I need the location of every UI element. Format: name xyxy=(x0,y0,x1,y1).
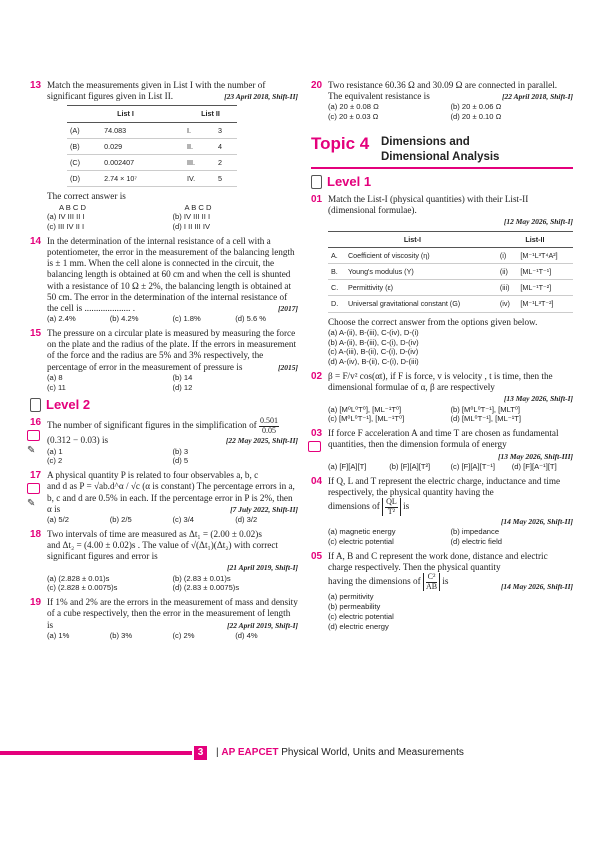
table-cell: 2 xyxy=(215,155,237,171)
pin-icon: ✎ xyxy=(27,445,36,457)
table-cell: [ML⁻¹T⁻¹] xyxy=(517,264,573,280)
footer-brand: AP EAPCET xyxy=(221,747,279,758)
left-column xyxy=(27,80,298,645)
option[interactable]: (b) 4.2% xyxy=(109,314,139,324)
level-title: Level 1 xyxy=(327,174,372,189)
question-text: The pressure on a circular plate is measured by measuring the force on the plate and the radius of the plate. If the errors in measurement of the force and the radius are 5% and 3% respectively, the percentage of error in the measurement of pressure is xyxy=(47,327,296,372)
table-cell: I. xyxy=(184,122,215,138)
option[interactable]: (b) IV III II I xyxy=(172,212,211,222)
option[interactable]: (c) electric potential xyxy=(328,612,394,622)
question-19 xyxy=(30,597,298,640)
fraction xyxy=(259,417,279,435)
question-02 xyxy=(311,371,573,424)
question-number: 20 xyxy=(311,80,323,91)
question-01 xyxy=(311,194,573,367)
table-header: List I xyxy=(67,106,184,122)
table-cell: 74.083 xyxy=(101,122,184,138)
table-row xyxy=(67,122,237,138)
page-footer xyxy=(0,746,600,762)
option[interactable]: (a) 1 xyxy=(47,446,63,456)
table-cell: (iv) xyxy=(497,296,518,312)
numerator: QL xyxy=(386,497,397,507)
table-cell: (C) xyxy=(67,155,101,171)
option[interactable]: (a) 2.4% xyxy=(47,314,76,324)
option[interactable]: (a) (2.828 ± 0.01)s xyxy=(47,573,110,583)
option[interactable]: (a) A-(ii), B-(iii), C-(iv), D-(i) xyxy=(328,327,419,337)
question-03 xyxy=(311,428,573,471)
level-1-heading xyxy=(311,174,573,190)
question-source: [2015] xyxy=(278,362,298,372)
options xyxy=(328,102,573,122)
question-source: [2017] xyxy=(278,303,298,313)
options xyxy=(328,527,573,547)
option[interactable]: (d) 5 xyxy=(172,456,189,466)
table-cell: 0.029 xyxy=(101,138,184,154)
options xyxy=(47,314,298,324)
abcd-header xyxy=(47,203,298,213)
table-row xyxy=(328,280,573,296)
denominator: T² xyxy=(387,506,396,516)
question-source: [22 April 2018, Shift-I] xyxy=(502,92,573,102)
question-number: 01 xyxy=(311,194,323,205)
dimension-label: having the dimensions of xyxy=(328,576,421,587)
question-source: [12 May 2026, Shift-I] xyxy=(503,217,573,227)
option[interactable]: (c) 3/4 xyxy=(172,514,195,524)
table-row xyxy=(67,171,237,187)
table-cell: III. xyxy=(184,155,215,171)
table-cell: 2.74 × 10⁷ xyxy=(101,171,184,187)
table-cell: (i) xyxy=(497,247,518,263)
question-prompt: Choose the correct answer from the options given below. xyxy=(328,316,538,327)
table-row xyxy=(67,138,237,154)
table-cell: Young's modulus (Y) xyxy=(345,264,497,280)
match-table xyxy=(328,231,573,313)
question-text: If 1% and 2% are the errors in the measurement of mass and density of a cube respectively, then the error in the measurement of length is xyxy=(47,597,298,630)
table-row xyxy=(328,296,573,312)
dimension-bracket xyxy=(423,573,440,591)
option[interactable]: (c) 11 xyxy=(47,382,66,392)
option[interactable]: (d) A-(iv), B-(ii), C-(i), D-(iii) xyxy=(328,357,419,367)
topic-heading xyxy=(311,130,573,168)
option[interactable]: (c) 2% xyxy=(172,630,195,640)
question-18 xyxy=(30,529,298,593)
dimension-line xyxy=(328,498,573,516)
dimension-line xyxy=(328,573,573,591)
question-number: 16 xyxy=(30,417,42,429)
question-text: Match the measurements given in List I with the number of significant figures given in List II. xyxy=(47,80,266,102)
option[interactable]: (b) 3% xyxy=(109,630,133,640)
option[interactable]: (d) [ML⁰T⁻¹], [ML⁻¹T] xyxy=(450,414,522,424)
question-number: 04 xyxy=(311,475,323,487)
question-14 xyxy=(30,236,298,324)
option[interactable]: (b) A-(ii), B-(iii), C-(i), D-(iv) xyxy=(328,337,419,347)
question-text: Two intervals of time are measured as Δt₁ = (2.00 ± 0.02)s xyxy=(47,528,262,539)
question-text: If Q, L and T represent the electric charge, inductance and time respectively, the physical quantity having the xyxy=(328,475,561,497)
table-cell: Universal gravitational constant (G) xyxy=(345,296,497,312)
topic-label: Topic 4 xyxy=(311,134,370,153)
option[interactable]: (d) electric field xyxy=(450,537,502,547)
topic-rule xyxy=(311,167,573,169)
option[interactable]: (b) permeability xyxy=(328,602,381,612)
option[interactable]: (d) 3/2 xyxy=(235,514,258,524)
option[interactable]: (c) 1.8% xyxy=(172,314,201,324)
page-number: 3 xyxy=(194,746,207,760)
question-source: [13 May 2026, Shift-III] xyxy=(497,451,573,461)
option[interactable]: (b) [F][A][T²] xyxy=(389,461,431,471)
question-15 xyxy=(30,328,298,392)
question-text: The number of significant figures in the simplification of xyxy=(47,420,257,431)
dimension-tail: is xyxy=(403,501,410,512)
question-text: If A, B and C represent the work done, distance and electric charge respectively. Then the physical quantity xyxy=(328,550,548,573)
table-cell: (B) xyxy=(67,138,101,154)
option[interactable]: (d) [F][A⁻¹][T] xyxy=(511,461,557,471)
footer-title xyxy=(216,747,464,758)
option[interactable]: (b) (2.83 ± 0.01)s xyxy=(172,573,231,583)
question-text: If force F acceleration A and time T are chosen as fundamental quantities, then the dimension formula of energy xyxy=(328,428,559,450)
table-header: List II xyxy=(184,106,237,122)
table-cell: (ii) xyxy=(497,264,518,280)
option[interactable]: (b) 20 ± 0.06 Ω xyxy=(450,102,502,112)
question-source: [7 July 2022, Shift-II] xyxy=(230,504,298,514)
table-header: List-I xyxy=(328,231,497,247)
repeat-icon xyxy=(27,430,40,441)
option[interactable]: (d) (2.83 ± 0.0075)s xyxy=(172,583,240,593)
question-16 xyxy=(27,416,298,466)
fraction xyxy=(426,573,437,591)
footer-separator: | xyxy=(216,747,219,758)
option[interactable]: (c) 2 xyxy=(47,456,63,466)
question-number: 14 xyxy=(30,235,42,247)
option[interactable]: (c) (2.828 ± 0.0075)s xyxy=(47,583,118,593)
question-source: [21 April 2019, Shift-I] xyxy=(227,563,298,573)
marker-icons xyxy=(308,441,320,457)
right-column xyxy=(311,80,573,636)
options xyxy=(47,631,298,641)
pin-icon: ✎ xyxy=(27,498,36,510)
question-number: 02 xyxy=(311,371,323,383)
question-number: 13 xyxy=(30,80,42,91)
question-20 xyxy=(311,80,573,122)
numerator: 0.501 xyxy=(260,416,279,426)
question-source: [13 May 2026, Shift-I] xyxy=(503,394,573,404)
option[interactable]: (b) impedance xyxy=(450,527,500,537)
table-cell: [M⁻¹L³T⁻²] xyxy=(517,296,573,312)
marker-icons xyxy=(27,483,39,509)
options xyxy=(47,515,298,525)
battery-icon xyxy=(311,175,322,189)
table-cell: IV. xyxy=(184,171,215,187)
table-row xyxy=(328,247,573,263)
table-cell: 5 xyxy=(215,171,237,187)
option[interactable]: (b) 3 xyxy=(172,446,189,456)
option[interactable]: (c) 20 ± 0.03 Ω xyxy=(328,112,379,122)
option[interactable]: (d) 20 ± 0.10 Ω xyxy=(450,112,502,122)
question-source: [14 May 2026, Shift-II] xyxy=(500,517,573,527)
options xyxy=(328,462,573,472)
numerator: C² xyxy=(427,572,436,582)
denominator: AB xyxy=(425,581,438,591)
table-cell: [ML⁻¹T⁻²] xyxy=(517,280,573,296)
question-number: 18 xyxy=(30,528,42,540)
question-source: [22 April 2019, Shift-I] xyxy=(227,620,298,630)
options xyxy=(47,447,298,467)
options xyxy=(328,405,573,425)
table-cell: B. xyxy=(328,264,345,280)
question-source: [22 May 2025, Shift-II] xyxy=(225,436,298,446)
table-cell: 0.002407 xyxy=(101,155,184,171)
question-text: Two resistance 60.36 Ω and 30.09 Ω are connected in parallel. The equivalent resistance is xyxy=(328,80,558,102)
question-05 xyxy=(311,551,573,632)
table-cell: [M⁻¹L³T⁴A²] xyxy=(517,247,573,263)
battery-icon xyxy=(30,398,41,412)
option[interactable]: (a) permitivity xyxy=(328,592,374,602)
question-text: and Δt₂ = (4.00 ± 0.02)s . The value of √(Δt₁)(Δt₂) with correct significant figures and error is xyxy=(47,539,278,562)
option[interactable]: (d) 5.6 % xyxy=(235,314,267,324)
fraction xyxy=(385,498,398,516)
table-header: List-II xyxy=(497,231,573,247)
question-text: In the determination of the internal resistance of a cell with a potentiometer, the error in the measurement of the balancing length is ± 1 mm. When the cell alone is connected in the circuit, the balancing length is obtained at 60 cm and when the cell is shunted with a resistance of 10 Ω ± 2%, the balancing length is obtained at 50 cm. The error in the determination of the internal resistance of the cell is .................... . xyxy=(47,235,295,313)
table-cell: A. xyxy=(328,247,345,263)
marker-icons xyxy=(27,430,39,456)
option[interactable]: (c) [F][A][T⁻¹] xyxy=(450,461,496,471)
option[interactable]: (c) [M⁰L⁰T⁻¹], [ML⁻¹T⁰] xyxy=(328,414,405,424)
option[interactable]: (c) electric potential xyxy=(328,537,394,547)
topic-title-line: Dimensions and xyxy=(381,136,470,148)
question-number: 05 xyxy=(311,550,323,562)
topic-title-line: Dimensional Analysis xyxy=(381,151,500,163)
table-cell: (iii) xyxy=(497,280,518,296)
table-cell: Coefficient of viscosity (η) xyxy=(345,247,497,263)
option[interactable]: (d) electric energy xyxy=(328,621,389,631)
table-cell: D. xyxy=(328,296,345,312)
dimension-bracket xyxy=(382,498,401,516)
option[interactable]: (a) 20 ± 0.08 Ω xyxy=(328,102,379,112)
option[interactable]: (a) IV III II I xyxy=(47,212,85,222)
question-number: 15 xyxy=(30,327,42,339)
dimension-tail: is xyxy=(442,576,449,587)
question-number: 19 xyxy=(30,597,42,609)
question-17 xyxy=(27,470,298,525)
topic-title xyxy=(381,135,499,165)
level-2-heading xyxy=(30,397,298,413)
expression: (0.312 − 0.03) is xyxy=(47,435,109,446)
dimension-label: dimensions of xyxy=(328,501,380,512)
question-text: and d as P = √ab.d^α / √c (α is constant) The percentage errors in a, b, c and d are 0.5% in each. If the percentage error in P is 2%, then α is xyxy=(47,481,295,514)
question-text: β = F/v² cos(αt), if F is force, v is velocity , t is time, then the dimensional formulae of α, β are respectively xyxy=(328,371,553,393)
abcd-label: A B C D xyxy=(59,202,87,212)
option[interactable]: (c) III IV II I xyxy=(47,221,85,231)
option[interactable]: (b) 2/5 xyxy=(109,514,132,524)
footer-subject: Physical World, Units and Measurements xyxy=(281,747,464,758)
denominator: 0.05 xyxy=(262,425,277,435)
repeat-icon xyxy=(27,483,40,494)
table-cell: 4 xyxy=(215,138,237,154)
option[interactable]: (a) 5/2 xyxy=(47,514,69,524)
options xyxy=(47,212,298,232)
question-number: 17 xyxy=(30,470,42,482)
option[interactable]: (b) 14 xyxy=(172,372,193,382)
option[interactable]: (a) magnetic energy xyxy=(328,527,396,537)
question-text: A physical quantity P is related to four observables a, b, c xyxy=(47,470,259,481)
options xyxy=(328,328,573,367)
option[interactable]: (b) [M⁰L⁰T⁻¹], [MLT⁰] xyxy=(450,404,521,414)
table-cell: C. xyxy=(328,280,345,296)
option[interactable]: (a) [M⁰L⁰T⁰], [ML⁻¹T⁰] xyxy=(328,404,402,414)
table-cell: 3 xyxy=(215,122,237,138)
question-13 xyxy=(30,80,298,232)
table-cell: (D) xyxy=(67,171,101,187)
options xyxy=(47,373,298,393)
match-table xyxy=(67,105,237,187)
option[interactable]: (c) A-(iii), B-(ii), C-(i), D-(iv) xyxy=(328,347,419,357)
question-prompt: The correct answer is xyxy=(47,191,126,202)
table-cell: (A) xyxy=(67,122,101,138)
level-title: Level 2 xyxy=(46,397,91,413)
footer-bar xyxy=(0,751,192,755)
question-source: [14 May 2026, Shift-II] xyxy=(500,582,573,592)
table-row xyxy=(67,155,237,171)
option[interactable]: (a) 8 xyxy=(47,372,63,382)
question-04 xyxy=(311,476,573,547)
table-cell: II. xyxy=(184,138,215,154)
option[interactable]: (a) [F][A][T] xyxy=(328,461,367,471)
option[interactable]: (a) 1% xyxy=(47,630,70,640)
option[interactable]: (d) 4% xyxy=(235,630,258,640)
option[interactable]: (d) 12 xyxy=(172,382,193,392)
table-row xyxy=(328,264,573,280)
abcd-label: A B C D xyxy=(184,202,212,212)
table-cell: Permittivity (ε) xyxy=(345,280,497,296)
repeat-icon xyxy=(308,441,321,452)
question-source: [23 April 2018, Shift-II] xyxy=(224,92,298,102)
options xyxy=(328,592,573,631)
question-number: 03 xyxy=(311,428,323,440)
options xyxy=(47,574,298,594)
question-text: Match the List-I (physical quantities) with their List-II (dimensional formulae). xyxy=(328,194,529,216)
option[interactable]: (d) I II III IV xyxy=(172,221,211,231)
